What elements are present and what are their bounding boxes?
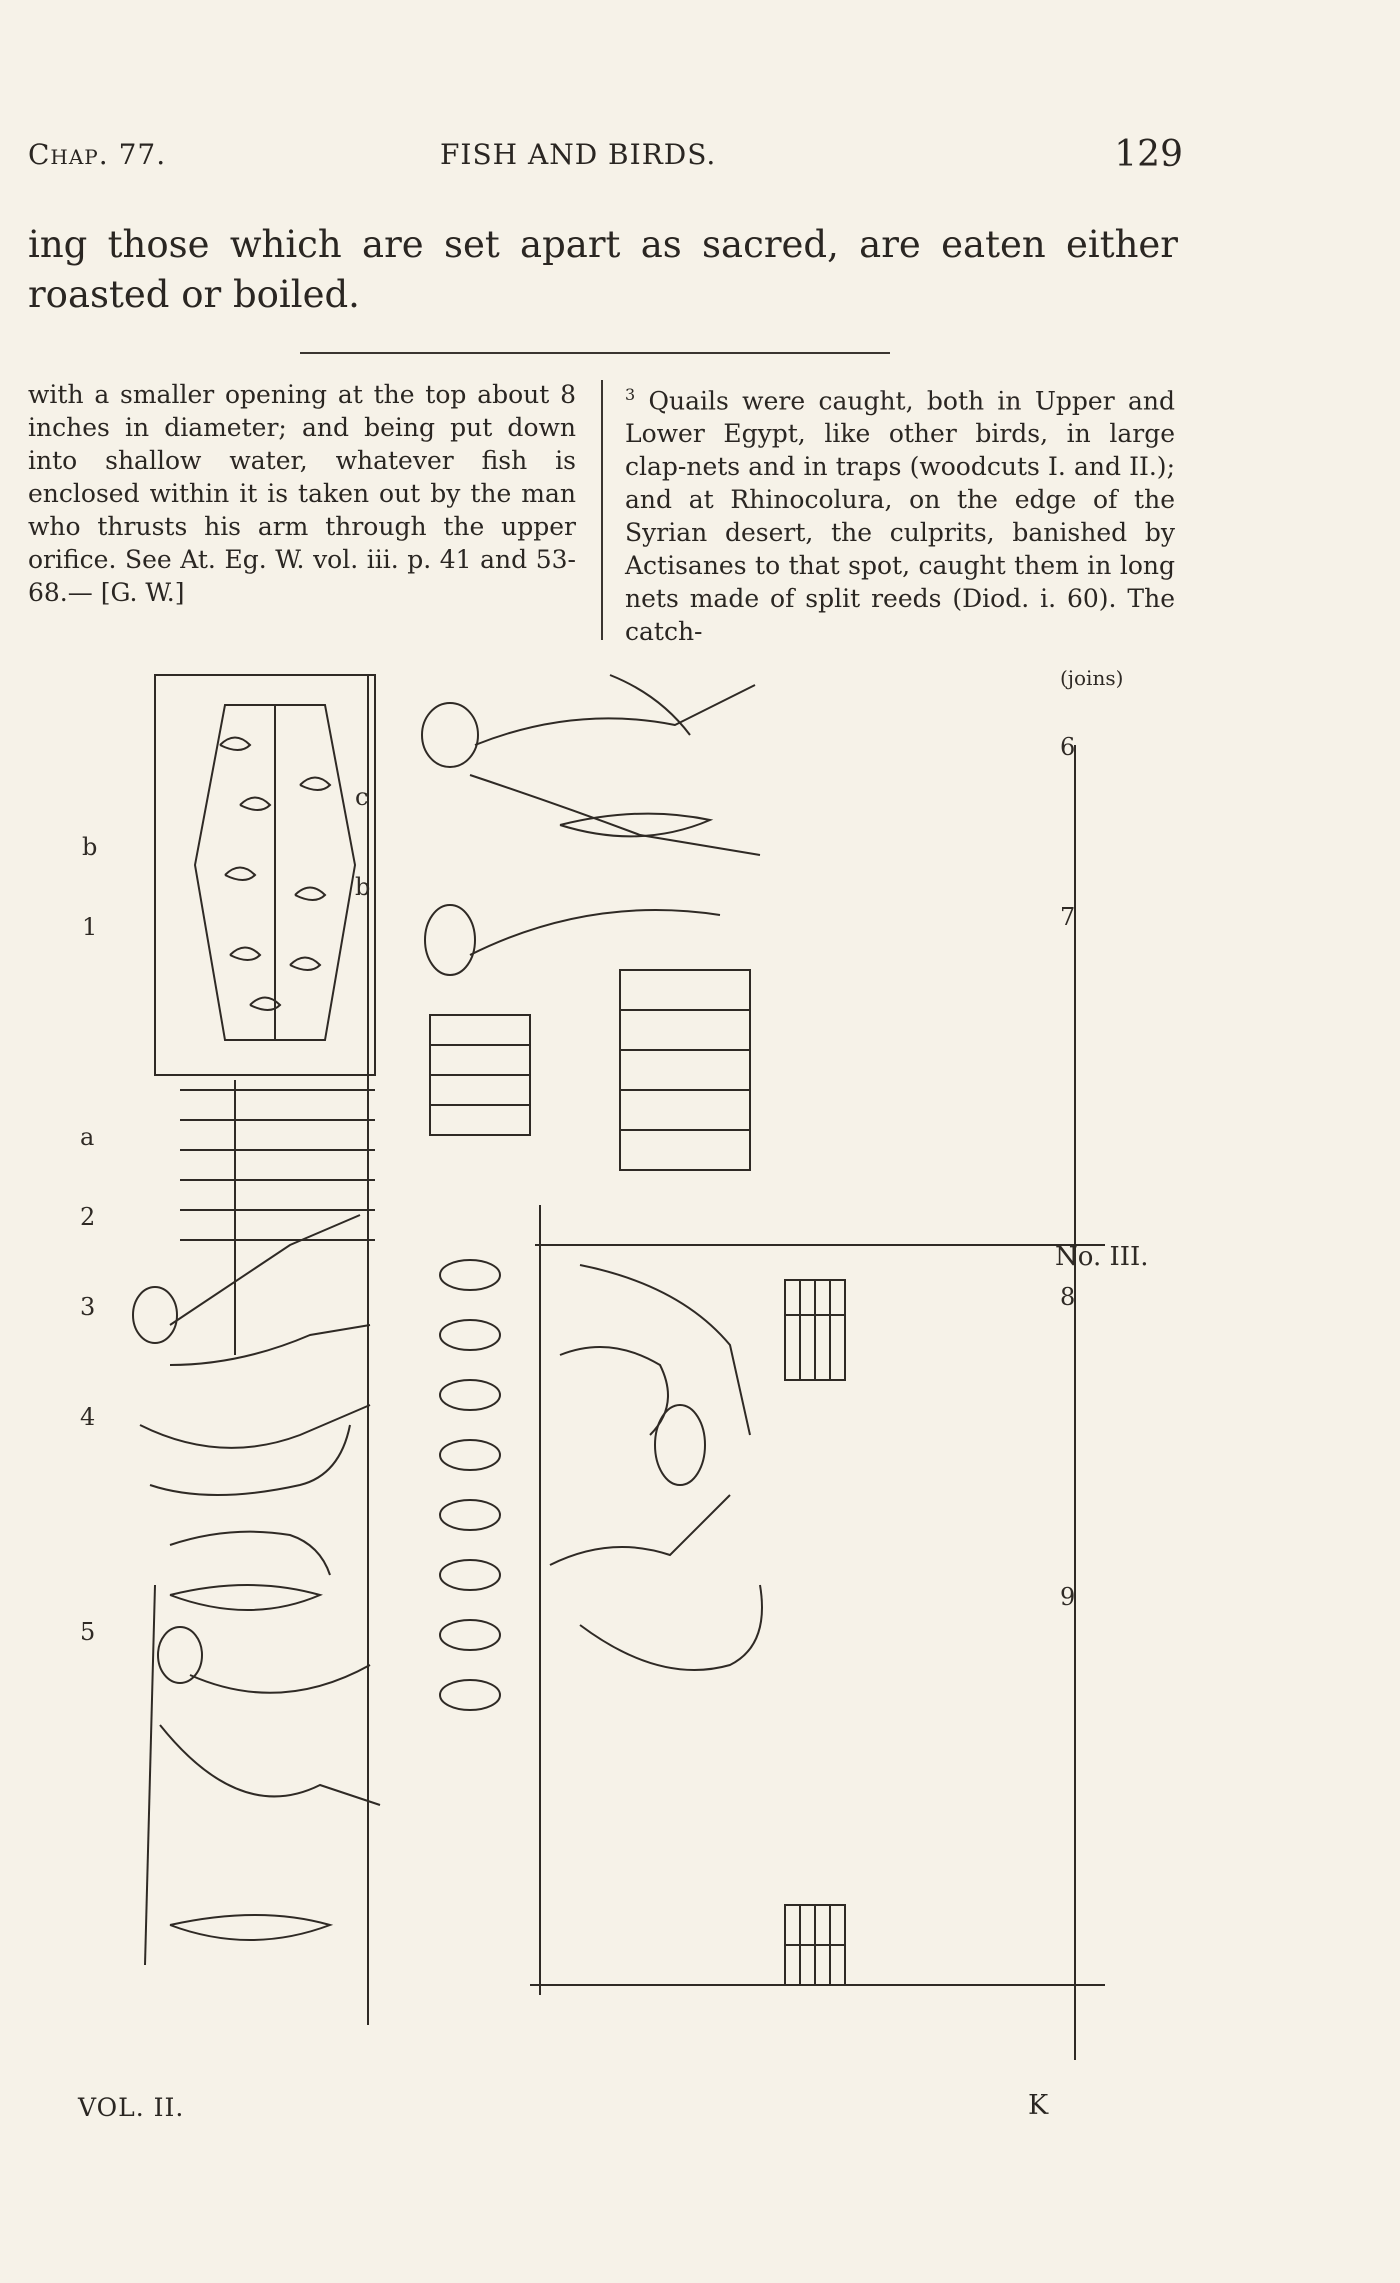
plate-label-right-3: 8 xyxy=(1060,1283,1076,1311)
plate-label-left-1: b xyxy=(82,833,98,861)
signature-mark: K xyxy=(1028,2090,1049,2121)
body-paragraph: ing those which are set apart as sacred, are eaten either roasted or boiled. xyxy=(28,223,1178,316)
footnote-right-column xyxy=(625,378,1175,648)
plate-caption: No. III. xyxy=(1055,1242,1149,1272)
bird-cages xyxy=(425,905,750,1170)
footnote-right-text xyxy=(625,378,1175,648)
plate-label-left-3: a xyxy=(80,1123,95,1151)
running-title: FISH AND BIRDS. xyxy=(440,138,717,171)
fowler-figures-left xyxy=(133,1215,380,1805)
running-header xyxy=(28,134,1183,178)
plate-label-right-4: 9 xyxy=(1060,1583,1076,1611)
plate-label-left-7: 5 xyxy=(80,1618,96,1646)
plate-label-left-2: 1 xyxy=(82,913,98,941)
bird-trap-bars xyxy=(180,1080,375,1355)
plate-label-left-6: 4 xyxy=(80,1403,96,1431)
footnote-right-body: Quails were caught, both in Upper and Lower Egypt, like other birds, in large clap-nets and in traps (woodcuts I. and II.); and at Rhinocolura, on the edge of the Syrian desert, the culprits, banished by Actisanes to that spot, caught them in long nets made of split reeds (Diod. i. 60). The catch- xyxy=(625,386,1175,647)
bird-carrier xyxy=(422,675,760,855)
woodcut-illustration xyxy=(80,665,1149,2065)
net-panel-frame xyxy=(155,675,375,1075)
page-number: 129 xyxy=(1114,134,1183,175)
plate-label-left-4: 2 xyxy=(80,1203,96,1231)
joins-label: (joins) xyxy=(1060,666,1124,690)
chapter-label: Chap. 77. xyxy=(28,138,167,171)
net-boxes xyxy=(785,1280,845,1985)
net-letter-b: b xyxy=(355,873,371,901)
net-letter-c: c xyxy=(355,783,369,811)
volume-label: VOL. II. xyxy=(78,2093,185,2122)
footnote-marker: 3 xyxy=(625,385,636,404)
plate-label-left-5: 3 xyxy=(80,1293,96,1321)
plate-label-right-1: 6 xyxy=(1060,733,1076,761)
section-rule xyxy=(300,352,890,354)
footnote-left-text: with a smaller opening at the top about 8 inches in diameter; and being put down into shallow water, whatever fish is enclosed within it is taken out by the man who thrusts his arm through the upper orifice. See At. Eg. W. vol. iii. p. 41 and 53-68.— [G. W.] xyxy=(28,380,576,607)
kneeling-fowlers xyxy=(550,1265,762,1670)
footnote-left-column xyxy=(28,378,576,609)
quail-row xyxy=(440,1260,500,1710)
bundled-birds xyxy=(145,1585,330,1965)
plate-label-right-2: 7 xyxy=(1060,903,1076,931)
column-divider xyxy=(601,380,603,640)
woodcut-plate xyxy=(80,665,1149,2065)
